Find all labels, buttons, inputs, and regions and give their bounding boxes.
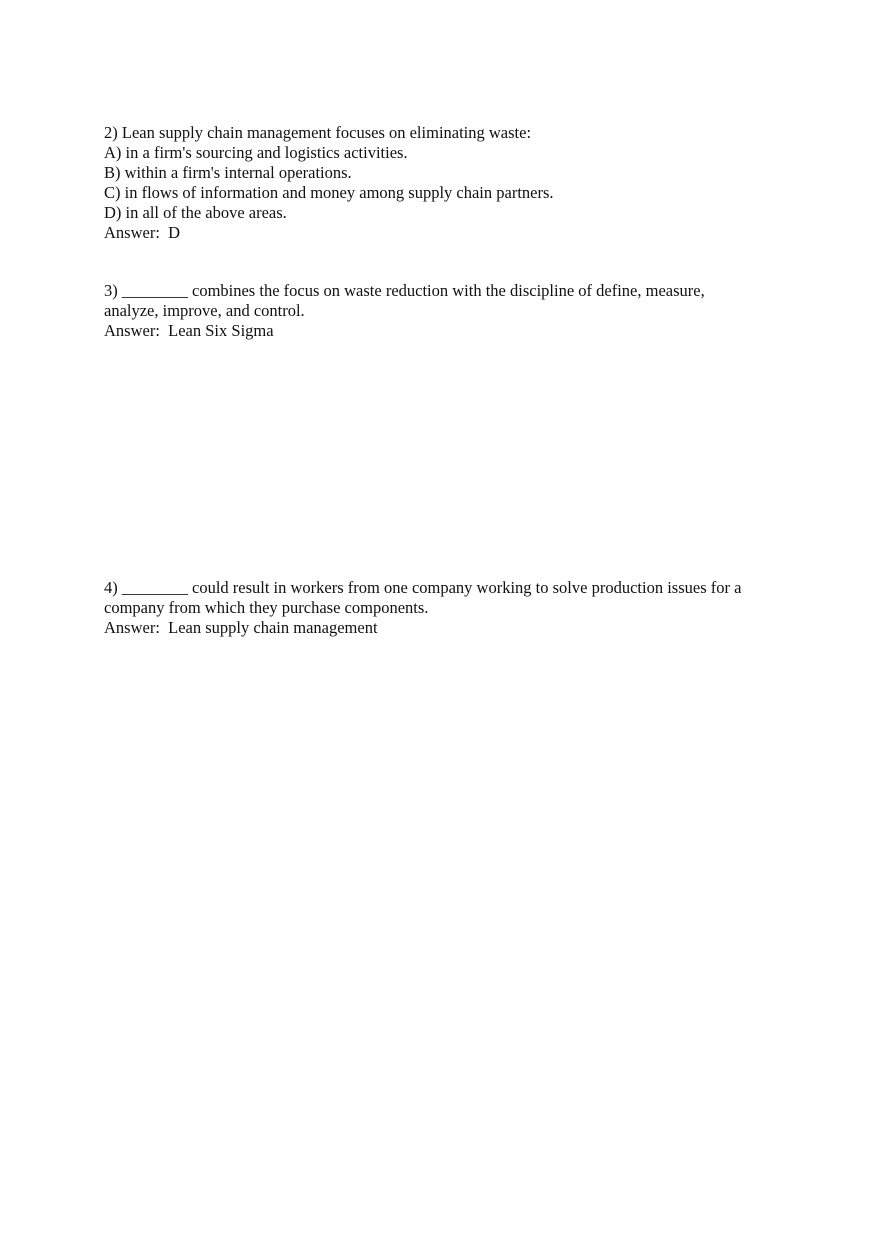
question-stem-line-2: analyze, improve, and control. (104, 301, 305, 320)
option-a: A) in a firm's sourcing and logistics activities. (104, 143, 408, 162)
question-stem-line-1: 4) ________ could result in workers from one company working to solve production issues for a (104, 578, 742, 597)
question-3 (104, 281, 794, 341)
answer: Answer: Lean supply chain management (104, 618, 378, 637)
option-d: D) in all of the above areas. (104, 203, 287, 222)
question-stem-line-2: company from which they purchase components. (104, 598, 429, 617)
answer: Answer: D (104, 223, 181, 242)
question-4 (104, 578, 794, 638)
question-2 (104, 123, 794, 243)
option-b: B) within a firm's internal operations. (104, 163, 352, 182)
answer: Answer: Lean Six Sigma (104, 321, 274, 340)
question-stem: 2) Lean supply chain management focuses on eliminating waste: (104, 123, 532, 142)
option-c: C) in flows of information and money among supply chain partners. (104, 183, 554, 202)
question-stem-line-1: 3) ________ combines the focus on waste reduction with the discipline of define, measure, (104, 281, 705, 300)
